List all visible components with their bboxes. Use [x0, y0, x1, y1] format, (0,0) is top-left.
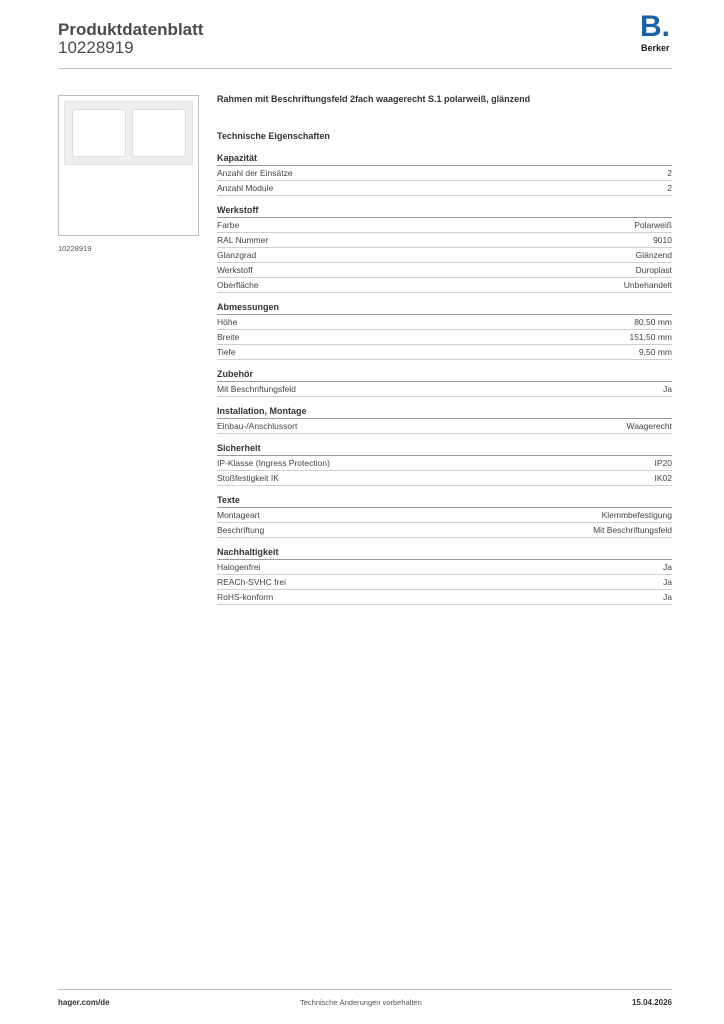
property-label: Breite	[217, 332, 240, 342]
property-row	[217, 263, 672, 278]
property-section	[217, 152, 672, 196]
footer-date: 15.04.2026	[631, 998, 672, 1007]
property-value: 9,50 mm	[638, 347, 672, 357]
logo-letter: B.	[640, 10, 670, 43]
product-name: Rahmen mit Beschriftungsfeld 2fach waagerecht S.1 polarweiß, glänzend	[217, 94, 531, 104]
property-label: Höhe	[217, 317, 238, 327]
property-value: Ja	[663, 384, 672, 394]
property-value: Ja	[663, 577, 672, 587]
property-label: Glanzgrad	[217, 250, 257, 260]
property-row	[217, 166, 672, 181]
product-number: 10228919	[58, 38, 134, 57]
property-section	[217, 494, 672, 538]
property-label: Farbe	[217, 220, 240, 230]
property-row	[217, 560, 672, 575]
property-row	[217, 278, 672, 293]
property-row	[217, 575, 672, 590]
section-title: Nachhaltigkeit	[217, 546, 672, 560]
section-title: Installation, Montage	[217, 405, 672, 419]
property-label: Montageart	[217, 510, 260, 520]
property-label: Halogenfrei	[217, 562, 261, 572]
property-value: Duroplast	[635, 265, 672, 275]
property-row	[217, 218, 672, 233]
property-value: Unbehandelt	[623, 280, 672, 290]
document-title: Produktdatenblatt	[58, 20, 204, 39]
berker-logo	[640, 10, 674, 54]
property-label: Werkstoff	[217, 265, 253, 275]
product-image-caption: 10228919	[58, 244, 92, 253]
section-title: Zubehör	[217, 368, 672, 382]
footer-note: Technische Änderungen vorbehalten	[300, 998, 422, 1007]
property-value: 2	[667, 183, 672, 193]
logo-wordmark: Berker	[641, 43, 670, 53]
property-value: Glänzend	[635, 250, 672, 260]
property-value: Ja	[663, 592, 672, 602]
property-label: RAL Nummer	[217, 235, 269, 245]
frame-opening-left	[72, 109, 126, 157]
property-label: RoHS-konform	[217, 592, 274, 602]
property-row	[217, 471, 672, 486]
property-row	[217, 248, 672, 263]
property-label: Stoßfestigkeit IK	[217, 473, 279, 483]
property-section	[217, 301, 672, 360]
property-label: Einbau-/Anschlussort	[217, 421, 298, 431]
property-row	[217, 523, 672, 538]
property-row	[217, 456, 672, 471]
section-title: Sicherheit	[217, 442, 672, 456]
property-value: Klemmbefestigung	[601, 510, 672, 520]
property-section	[217, 405, 672, 434]
property-label: Oberfläche	[217, 280, 259, 290]
property-value: 151,50 mm	[629, 332, 672, 342]
footer-divider	[58, 989, 672, 990]
section-title: Texte	[217, 494, 672, 508]
product-details	[217, 94, 672, 613]
property-value: IP20	[654, 458, 672, 468]
property-label: IP-Klasse (Ingress Protection)	[217, 458, 330, 468]
property-sections	[217, 152, 672, 605]
property-value: Polarweiß	[634, 220, 672, 230]
property-label: Beschriftung	[217, 525, 265, 535]
property-row	[217, 419, 672, 434]
property-value: Waagerecht	[626, 421, 672, 431]
property-label: Anzahl der Einsätze	[217, 168, 293, 178]
property-label: Mit Beschriftungsfeld	[217, 384, 296, 394]
properties-heading: Technische Eigenschaften	[217, 131, 330, 141]
property-row	[217, 330, 672, 345]
property-section	[217, 442, 672, 486]
property-value: Ja	[663, 562, 672, 572]
property-section	[217, 368, 672, 397]
property-section	[217, 546, 672, 605]
property-row	[217, 181, 672, 196]
property-label: REACh-SVHC frei	[217, 577, 286, 587]
property-row	[217, 233, 672, 248]
property-value: 2	[667, 168, 672, 178]
frame-illustration	[64, 101, 193, 165]
property-value: 9010	[653, 235, 672, 245]
property-value: 80,50 mm	[634, 317, 672, 327]
footer-website: hager.com/de	[58, 998, 110, 1007]
property-row	[217, 315, 672, 330]
section-title: Werkstoff	[217, 204, 672, 218]
header-divider	[58, 68, 672, 69]
property-row	[217, 508, 672, 523]
property-value: Mit Beschriftungsfeld	[593, 525, 672, 535]
product-image	[58, 95, 199, 236]
property-row	[217, 345, 672, 360]
property-label: Tiefe	[217, 347, 236, 357]
frame-opening-right	[132, 109, 186, 157]
property-label: Anzahl Module	[217, 183, 274, 193]
property-row	[217, 382, 672, 397]
section-title: Kapazität	[217, 152, 672, 166]
property-row	[217, 590, 672, 605]
property-section	[217, 204, 672, 293]
property-value: IK02	[654, 473, 672, 483]
section-title: Abmessungen	[217, 301, 672, 315]
